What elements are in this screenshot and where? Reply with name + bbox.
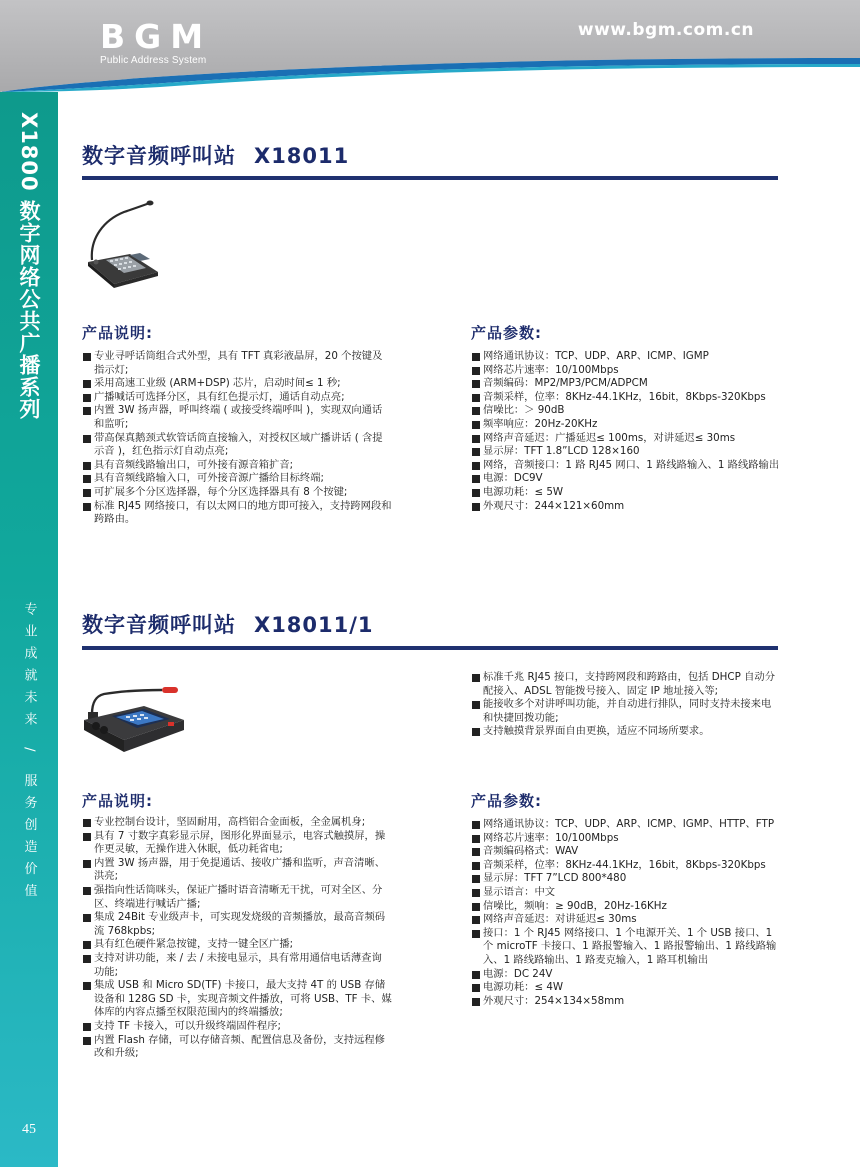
list-item: 强指向性话筒咪头，保证广播时语音清晰无干扰，可对全区、分区、终端进行喊话广播;	[82, 884, 392, 911]
logo-tagline: Public Address System	[100, 55, 207, 66]
page-header	[0, 0, 860, 92]
list-item: 内置 3W 扬声器，呼叫终端 ( 或接受终端呼叫 )，实现双向通话和监听;	[82, 404, 392, 431]
product-2-desc-heading: 产品说明:	[82, 792, 153, 810]
list-item: 电源功耗：≤ 4W	[471, 981, 781, 995]
list-item: 能接收多个对讲呼叫功能，并自动进行排队，同时支持未接来电和快捷回拨功能;	[471, 698, 781, 725]
series-title	[4, 112, 54, 532]
list-item: 电源功耗：≤ 5W	[471, 486, 781, 500]
product-1-spec-list	[471, 350, 781, 513]
list-item: 专业寻呼话筒组合式外型，具有 TFT 真彩液晶屏，20 个按键及指示灯;	[82, 350, 392, 377]
list-item: 采用高速工业级 (ARM+DSP) 芯片，启动时间≤ 1 秒;	[82, 377, 392, 391]
list-item: 显示屏：TFT 1.8”LCD 128×160	[471, 445, 781, 459]
product-2-spec-heading: 产品参数:	[471, 792, 542, 810]
list-item: 显示屏：TFT 7”LCD 800*480	[471, 872, 781, 886]
product-1-spec-heading: 产品参数:	[471, 324, 542, 342]
list-item: 支持对讲功能，来 / 去 / 未接电显示，具有常用通信电话薄查询功能;	[82, 952, 392, 979]
list-item: 音频编码：MP2/MP3/PCM/ADPCM	[471, 377, 781, 391]
product-1-name: 数字音频呼叫站	[82, 144, 236, 168]
list-item: 内置 3W 扬声器，用于免提通话、接收广播和监听，声音清晰、洪亮;	[82, 857, 392, 884]
product-2-image	[82, 684, 186, 756]
product-2-title	[82, 609, 374, 639]
list-item: 具有音频线路输入口，可外接音源广播给目标终端;	[82, 472, 392, 486]
product-1-desc-list	[82, 350, 392, 527]
product-1-desc-heading: 产品说明:	[82, 324, 153, 342]
list-item: 电源：DC 24V	[471, 968, 781, 982]
website-url: www.bgm.com.cn	[577, 20, 754, 40]
list-item: 显示语言：中文	[471, 886, 781, 900]
list-item: 具有 7 寸数字真彩显示屏，图形化界面显示，电容式触摸屏，操作更灵敏，无操作进入休眠，低功耗省电;	[82, 830, 392, 857]
slogan	[4, 602, 54, 906]
list-item: 可扩展多个分区选择器，每个分区选择器具有 8 个按键;	[82, 486, 392, 500]
series-title-text: X1800 数字网络公共广播系列	[17, 112, 41, 420]
list-item: 网络通讯协议：TCP、UDP、ARP、ICMP、IGMP、HTTP、FTP	[471, 818, 781, 832]
list-item: 音频编码格式：WAV	[471, 845, 781, 859]
list-item: 音频采样，位率：8KHz-44.1KHz，16bit，8Kbps-320Kbps	[471, 859, 781, 873]
list-item: 信噪比：＞ 90dB	[471, 404, 781, 418]
list-item: 具有音频线路输出口，可外接有源音箱扩音;	[82, 459, 392, 473]
product-2-divider	[82, 646, 778, 650]
list-item: 外观尺寸：244×121×60mm	[471, 500, 781, 514]
list-item: 集成 24Bit 专业级声卡，可实现发烧级的音频播放，最高音频码流 768kpbs;	[82, 911, 392, 938]
slogan-text: 专业成就未来 / 服务创造价值	[21, 602, 37, 906]
product-1-model: X18011	[254, 144, 350, 168]
list-item: 电源：DC9V	[471, 472, 781, 486]
list-item: 专业控制台设计，坚固耐用，高档铝合金面板，全金属机身;	[82, 816, 392, 830]
list-item: 音频采样，位率：8KHz-44.1KHz，16bit，8Kbps-320Kbps	[471, 391, 781, 405]
list-item: 标准千兆 RJ45 接口，支持跨网段和跨路由，包括 DHCP 自动分配接入、ADSL 智能拨号接入、固定 IP 地址接入等;	[471, 671, 781, 698]
list-item: 具有红色硬件紧急按键，支持一键全区广播;	[82, 938, 392, 952]
list-item: 信噪比，频响：≥ 90dB，20Hz-16KHz	[471, 900, 781, 914]
product-2-name: 数字音频呼叫站	[82, 613, 236, 637]
product-1-divider	[82, 176, 778, 180]
product-1-title	[82, 140, 349, 170]
list-item: 网络声音延迟：对讲延迟≤ 30ms	[471, 913, 781, 927]
list-item: 网络芯片速率：10/100Mbps	[471, 364, 781, 378]
desktop-console-image	[82, 684, 186, 756]
product-2-model: X18011/1	[254, 613, 374, 637]
list-item: 广播喊话可选择分区，具有红色提示灯，通话自动点亮;	[82, 391, 392, 405]
list-item: 外观尺寸：254×134×58mm	[471, 995, 781, 1009]
product-1-image	[84, 198, 164, 290]
brand-logo	[100, 17, 213, 66]
list-item: 带高保真鹅颈式软管话筒直接输入，对授权区域广播讲话 ( 含提示音 )，红色指示灯自动点亮;	[82, 432, 392, 459]
product-2-spec-list	[471, 818, 781, 1008]
list-item: 内置 Flash 存储，可以存储音频、配置信息及备份，支持远程修改和升级;	[82, 1034, 392, 1061]
page-number: 45	[22, 1122, 36, 1137]
list-item: 支持 TF 卡接入，可以升级终端固件程序;	[82, 1020, 392, 1034]
list-item: 接口：1 个 RJ45 网络接口、1 个电源开关、1 个 USB 接口、1 个 microTF 卡接口、1 路报警输入、1 路报警输出、1 路线路输入、1 路线路输出、1 路麦克输入，1 路耳机输出	[471, 927, 781, 968]
list-item: 网络芯片速率：10/100Mbps	[471, 832, 781, 846]
list-item: 频率响应：20Hz-20KHz	[471, 418, 781, 432]
list-item: 集成 USB 和 Micro SD(TF) 卡接口，最大支持 4T 的 USB 存储设备和 128G SD 卡，实现音频文件播放，可将 USB、TF 卡、媒体库的内容点播至权限范围内的终端播放;	[82, 979, 392, 1020]
product-2-feature-list	[471, 671, 781, 739]
list-item: 网络，音频接口：1 路 RJ45 网口、1 路线路输入、1 路线路输出	[471, 459, 781, 473]
list-item: 标准 RJ45 网络接口，有以太网口的地方即可接入，支持跨网段和跨路由。	[82, 500, 392, 527]
paging-microphone-image	[84, 198, 164, 290]
logo-wordmark: BGM	[100, 17, 213, 56]
list-item: 支持触摸背景界面自由更换，适应不同场所要求。	[471, 725, 781, 739]
list-item: 网络通讯协议：TCP、UDP、ARP、ICMP、IGMP	[471, 350, 781, 364]
product-2-desc-list	[82, 816, 392, 1061]
list-item: 网络声音延迟：广播延迟≤ 100ms，对讲延迟≤ 30ms	[471, 432, 781, 446]
